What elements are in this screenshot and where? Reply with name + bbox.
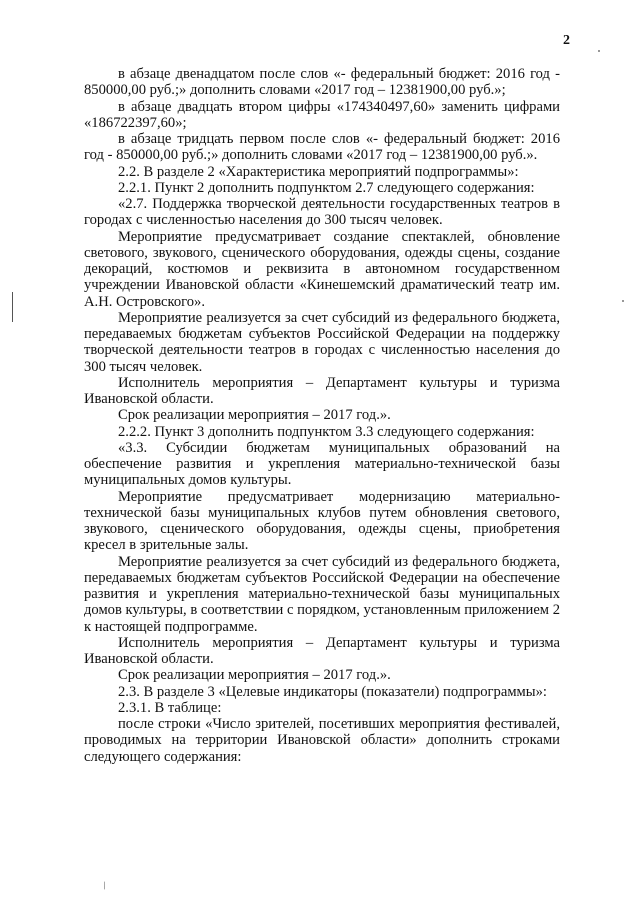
paragraph-measure-modernization: Мероприятие предусматривает модернизацию материально-технической базы муниципальных клубов путем обновления светового, звукового, сценического оборудования, одежды сцены, приобретения кресел в зрительные залы. [84,488,560,554]
paragraph-amend-22: в абзаце двадцать втором цифры «174340497,60» заменить цифрами «186722397,60»; [84,98,560,131]
paragraph-measure-funding: Мероприятие реализуется за счет субсидий из федерального бюджета, передаваемых бюджетам субъектов Российской Федерации на поддержку творческой деятельности театров в городах с численностью населения до 300 тысяч человек. [84,309,560,375]
scan-footer-mark: / [101,879,109,893]
scan-speck [622,300,624,302]
paragraph-section-2-2-1: 2.2.1. Пункт 2 дополнить подпунктом 2.7 следующего содержания: [118,179,535,196]
paragraph-measure-term: Срок реализации мероприятия – 2017 год.». [118,407,391,424]
paragraph-measure-description: Мероприятие предусматривает создание спектаклей, обновление светового, звукового, сценического оборудования, одежды сцены, создание декораций, костюмов и реквизита в автономном государственном учреждении Ивановской области «Кинешемский драматический театр им. А.Н. Островского». [84,228,560,310]
paragraph-section-2-2: 2.2. В разделе 2 «Характеристика мероприятий подпрограммы»: [118,163,519,180]
paragraph-section-2-3-1: 2.3.1. В таблице: [118,699,222,716]
paragraph-amend-31: в абзаце тридцать первом после слов «- федеральный бюджет: 2016 год - 850000,00 руб.;» дополнить словами «2017 год – 12381900,00 руб.». [84,131,560,164]
paragraph-section-2-2-2: 2.2.2. Пункт 3 дополнить подпунктом 3.3 следующего содержания: [118,423,535,440]
paragraph-measure-funding-2: Мероприятие реализуется за счет субсидий из федерального бюджета, передаваемых бюджетам субъектов Российской Федерации на обеспечение развития и укрепления материально-технической базы муниципальных домов культуры, в соответствии с порядком, установленным приложением 2 к настоящей подпрограмме. [84,553,560,635]
paragraph-item-3-3: «3.3. Субсидии бюджетам муниципальных образований на обеспечение развития и укрепления материально-технической базы муниципальных домов культуры. [84,439,560,489]
paragraph-measure-term-2: Срок реализации мероприятия – 2017 год.». [118,667,391,684]
page-number: 2 [563,33,570,48]
paragraph-item-2-7: «2.7. Поддержка творческой деятельности государственных театров в городах с численностью населения до 300 тысяч человек. [84,196,560,229]
document-body [84,66,560,765]
paragraph-table-addition: после строки «Число зрителей, посетивших мероприятия фестивалей, проводимых на территории Ивановской области» дополнить строками следующего содержания: [84,716,560,765]
paragraph-measure-executor-2: Исполнитель мероприятия – Департамент культуры и туризма Ивановской области. [84,634,560,667]
scan-edge-mark [12,292,13,322]
paragraph-amend-12: в абзаце двенадцатом после слов «- федеральный бюджет: 2016 год - 850000,00 руб.;» дополнить словами «2017 год – 12381900,00 руб.»; [84,66,560,99]
paragraph-measure-executor: Исполнитель мероприятия – Департамент культуры и туризма Ивановской области. [84,374,560,407]
scan-speck [598,50,600,52]
paragraph-section-2-3: 2.3. В разделе 3 «Целевые индикаторы (показатели) подпрограммы»: [118,683,547,700]
